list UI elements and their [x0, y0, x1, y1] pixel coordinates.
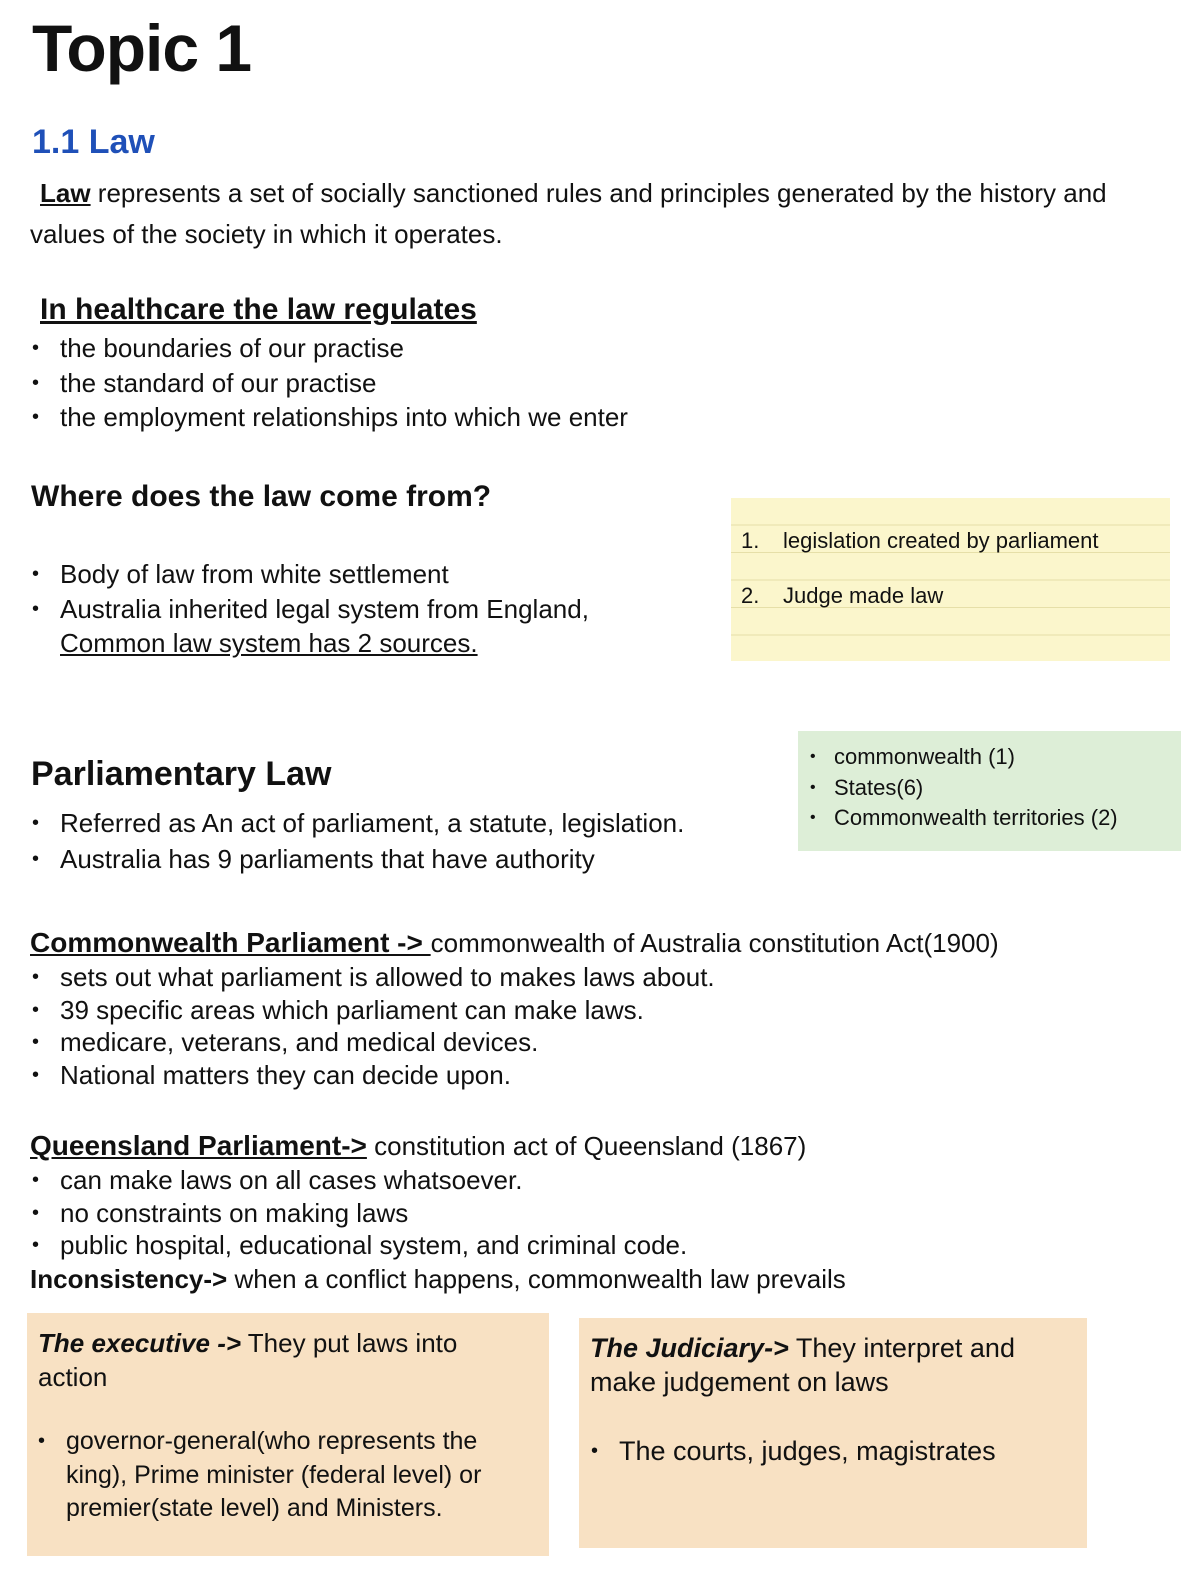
executive-heading: The executive -> They put laws into action [38, 1328, 458, 1392]
list-item: • the boundaries of our practise [30, 331, 628, 366]
source-list [30, 557, 589, 661]
judiciary-list [589, 1435, 1069, 1469]
commonwealth-heading: Commonwealth Parliament -> commonwealth of Australia constitution Act(1900) [30, 927, 999, 958]
healthcare-heading: In healthcare the law regulates [40, 293, 477, 326]
commonwealth-list [30, 961, 715, 1091]
list-item: • the employment relationships into which we enter [30, 400, 628, 435]
note-row: 1. legislation created by parliament [741, 528, 1099, 553]
judiciary-heading: The Judiciary-> They interpret and make judgement on laws [590, 1333, 1015, 1397]
page-title: Topic 1 [32, 11, 252, 85]
list-item: • National matters they can decide upon. [30, 1059, 715, 1092]
law-term: Law [40, 178, 91, 208]
list-item: • Body of law from white settlement [30, 557, 589, 592]
parliamentary-list [30, 806, 684, 877]
list-item: • Australia inherited legal system from England, [30, 592, 589, 627]
list-item: • The courts, judges, magistrates [589, 1435, 1069, 1469]
inconsistency-line: Inconsistency-> when a conflict happens, commonwealth law prevails [30, 1264, 846, 1294]
list-item: • can make laws on all cases whatsoever. [30, 1164, 687, 1197]
section-heading: 1.1 Law [32, 123, 155, 161]
list-item: • 39 specific areas which parliament can make laws. [30, 994, 715, 1027]
law-definition [30, 173, 1140, 255]
list-item-continuation: Common law system has 2 sources. [60, 628, 478, 658]
list-item: • medicare, veterans, and medical devices. [30, 1026, 715, 1059]
list-item: • States(6) [808, 773, 1118, 804]
executive-list [36, 1425, 526, 1526]
parliamentary-heading: Parliamentary Law [31, 755, 332, 793]
list-item: • Commonwealth territories (2) [808, 803, 1118, 834]
note-row: 2. Judge made law [741, 583, 944, 608]
list-item: • commonwealth (1) [808, 742, 1118, 773]
list-item: • public hospital, educational system, and criminal code. [30, 1229, 687, 1262]
list-item: • the standard of our practise [30, 366, 628, 401]
source-heading: Where does the law come from? [31, 480, 492, 513]
judiciary-box [579, 1318, 1087, 1548]
list-item: • Australia has 9 parliaments that have authority [30, 842, 684, 878]
list-item: • sets out what parliament is allowed to makes laws about. [30, 961, 715, 994]
queensland-heading: Queensland Parliament-> constitution act of Queensland (1867) [30, 1130, 807, 1161]
sources-note [731, 498, 1170, 661]
parliaments-note [798, 731, 1181, 851]
law-definition-text: represents a set of socially sanctioned rules and principles generated by the history and values of the society in which it operates. [30, 178, 1107, 249]
queensland-list [30, 1164, 687, 1262]
healthcare-list [30, 331, 628, 435]
list-item: • governor-general(who represents the king), Prime minister (federal level) or premier(state level) and Ministers. [36, 1425, 526, 1526]
executive-box [27, 1313, 549, 1556]
list-item: • Referred as An act of parliament, a statute, legislation. [30, 806, 684, 842]
list-item: • no constraints on making laws [30, 1197, 687, 1230]
